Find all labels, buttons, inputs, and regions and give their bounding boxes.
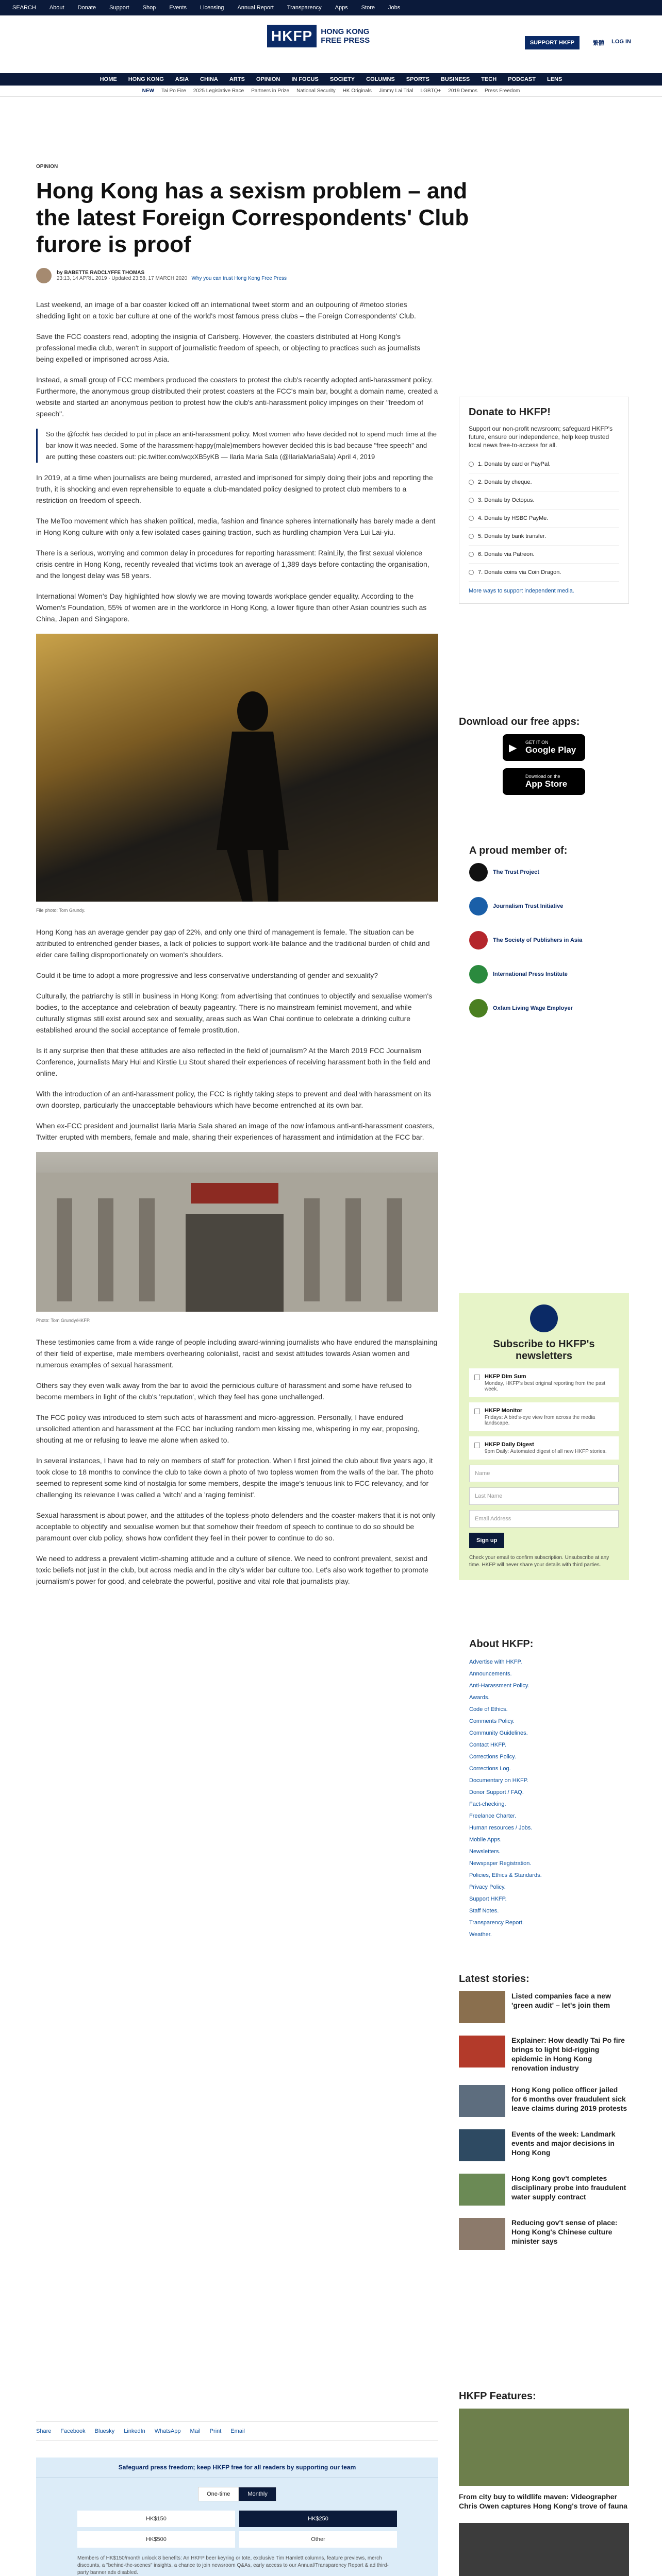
share-whatsapp[interactable]: WhatsApp [154, 2428, 181, 2434]
radio-icon [469, 516, 474, 521]
checkbox-icon[interactable] [474, 1443, 480, 1448]
paragraph: In several instances, I have had to rely on members of staff for protection. When I first joined the club about five years ago, it took close to 18 months to convince the club to take down a photo of two topless women from the walls of the bar. The photo seemed to represent some kind of nostalgia for some members, despite the image's tenuous link to FCC relevancy, and for challenging its relevance I was called a 'witch' and a 'raging feminist'. [36, 1456, 434, 1499]
nav-item[interactable]: TECH [481, 76, 497, 82]
radio-icon [469, 498, 474, 503]
proud-title: A proud member of: [469, 845, 568, 856]
nav-item[interactable]: LENS [547, 76, 562, 82]
about-link[interactable]: Code of Ethics. [469, 1706, 508, 1713]
paragraph: Save the FCC coasters read, adopting the insignia of Carlsberg. However, the coasters distributed at Hong Kong's professional media club, weren't in support of journalistic freedom of speech, or objecting to practices such as journalists being expelled or imprisoned across Asia. [36, 332, 421, 363]
member-logo[interactable] [469, 897, 629, 916]
donate-option-label: 7. Donate coins via Coin Dragon. [478, 569, 561, 575]
paragraph: International Women's Day highlighted how slowly we are moving towards workplace gender equality. According to the Women's Foundation, 55% of women are in the workforce in Hong Kong, a lower figure than other Asian countries such as China, Japan and Singapore. [36, 592, 427, 623]
nav-item[interactable]: COLUMNS [366, 76, 395, 82]
frequency-toggle [36, 2487, 438, 2501]
donate-option-label: 3. Donate by Octopus. [478, 497, 535, 503]
one-time-toggle[interactable]: One-time [198, 2487, 239, 2501]
hot-topic[interactable]: 2019 Demos [448, 88, 477, 94]
newsletter-name: HKFP Dim Sum [485, 1374, 526, 1380]
silhouette-image [36, 634, 438, 902]
app-store-name: App Store [525, 779, 568, 789]
story-thumbnail[interactable] [459, 2129, 505, 2161]
about-link[interactable]: Community Guidelines. [469, 1730, 528, 1736]
donate-option[interactable] [469, 528, 619, 546]
paragraph: Is it any surprise then that these attitudes are also reflected in the field of journalism? At the March 2019 FCC Journalism Conference, journalists Mary Hui and Kirstie Lu Stout shared their experiences of receiving harassment both in the field and online. [36, 1046, 431, 1077]
play-icon: ▶ [509, 742, 517, 754]
about-link[interactable]: Documentary on HKFP. [469, 1777, 528, 1784]
about-link[interactable]: Advertise with HKFP. [469, 1659, 522, 1665]
publish-date: 23:13, 14 APRIL 2019 · Updated 23:58, 17 MARCH 2020 [57, 276, 188, 281]
member-logo[interactable] [469, 863, 629, 882]
about-link[interactable]: Transparency Report. [469, 1920, 524, 1926]
nav-item[interactable]: OPINION [256, 76, 280, 82]
google-play-button[interactable] [503, 734, 585, 761]
radio-icon [469, 480, 474, 485]
paragraph: When ex-FCC president and journalist Ilaria Maria Sala shared an image of the now infamous anti-anti-harassment coasters, Twitter erupted with members, female and male, sharing their experiences of harassment and intimidation at the FCC bar. [36, 1122, 434, 1141]
paragraph: We need to address a prevalent victim-shaming attitude and a culture of silence. We need to confront prevalent, sexist and toxic beliefs not just in the club, but across media and in the city's wider bar culture too. Let's also work together to promote journalism's power for good, and celebrate the powerful, positive and vital role that journalists play. [36, 1554, 428, 1585]
trust-link[interactable]: Why you can trust Hong Kong Free Press [191, 276, 287, 281]
topbar-link[interactable]: Jobs [388, 5, 401, 11]
donate-option[interactable] [469, 510, 619, 528]
story-item[interactable] [459, 1991, 629, 2023]
donate-option-label: 6. Donate via Patreon. [478, 551, 535, 557]
paragraph: Last weekend, an image of a bar coaster kicked off an international tweet storm and an outpouring of #metoo stories shedding light on a toxic bar culture at one of the world's most famous press clubs – the Foreign Correspondents' Club. [36, 300, 416, 320]
member-logo[interactable] [469, 931, 629, 950]
newsletter-desc: Fridays: A bird's-eye view from across the media landscape. [485, 1415, 595, 1426]
jti-icon [469, 897, 488, 916]
share-bar [36, 2421, 438, 2441]
donate-option[interactable] [469, 455, 619, 473]
topbar-link[interactable]: Apps [335, 5, 348, 11]
last-name-field[interactable]: Last Name [469, 1487, 619, 1505]
about-link[interactable]: Fact-checking. [469, 1801, 506, 1807]
about-panel [459, 1638, 629, 1941]
donate-option-label: 1. Donate by card or PayPal. [478, 461, 551, 467]
hot-label: NEW [142, 88, 154, 94]
member-panel [459, 845, 629, 1033]
search-link[interactable]: SEARCH [12, 5, 36, 11]
paragraph: These testimonies came from a wide range of people including award-winning journalists who have endured the mansplaining of their field of expertise, male members overhearing colonialist, racist and sexist attitudes towards Asian women and numerous examples of sexual harassment. [36, 1338, 438, 1369]
topbar-link[interactable]: Events [169, 5, 187, 11]
share-mail[interactable]: Mail [190, 2428, 201, 2434]
article-title: Hong Kong has a sexism problem – and the latest Foreign Correspondents' Club furore is proof [36, 178, 469, 257]
radio-icon [469, 534, 474, 539]
newsletter-desc: 9pm Daily: Automated digest of all new HKFP stories. [485, 1449, 607, 1454]
monthly-toggle[interactable]: Monthly [239, 2487, 276, 2501]
byline-text [57, 270, 287, 281]
paragraph: Sexual harassment is about power, and the attitudes of the topless-photo defenders and the coaster-makers that it is not only acceptable to objectify and sexualise women but that somehow their freedom of speech to continue to do so should be paramount over club policy, shows how confident they feel in their power to continue to do so. [36, 1511, 436, 1542]
section-tag[interactable]: OPINION [36, 164, 58, 170]
logo-mark: HKFP [267, 25, 317, 47]
story-title[interactable]: Listed companies face a new 'green audit' – let's join them [511, 1992, 611, 2009]
app-store-button[interactable] [503, 768, 585, 795]
donate-title: Donate to HKFP! [469, 406, 551, 418]
story-title[interactable]: From city buy to wildlife maven: Videographer Chris Owen captures Hong Kong's trove of fauna [459, 2493, 627, 2510]
newsletter-name: HKFP Daily Digest [485, 1442, 534, 1448]
nav-item[interactable]: CHINA [200, 76, 218, 82]
topbar-link[interactable]: Store [361, 5, 375, 11]
about-link[interactable]: Newsletters. [469, 1849, 501, 1855]
paragraph: Could it be time to adopt a more progressive and less conservative understanding of gender and sexuality? [36, 971, 378, 979]
signup-button[interactable]: Sign up [469, 1533, 504, 1548]
about-title: About HKFP: [469, 1638, 534, 1650]
about-link[interactable]: Support HKFP. [469, 1896, 507, 1902]
donate-option[interactable] [469, 473, 619, 492]
story-thumbnail[interactable] [459, 2085, 505, 2117]
latest-title: Latest stories: [459, 1973, 529, 1985]
nav-item[interactable]: SOCIETY [329, 76, 355, 82]
about-link[interactable]: Staff Notes. [469, 1908, 499, 1914]
article-photo-2 [36, 1152, 438, 1312]
hot-topic[interactable]: Press Freedom [484, 88, 520, 94]
donate-text[interactable]: Support our non-profit newsroom; safeguard HKFP's future, ensure our independence, help keep trusted local news free-to-access for all. [469, 425, 613, 449]
topbar-link[interactable]: Donate [77, 5, 96, 11]
newsletter-title: Subscribe to HKFP's newsletters [493, 1338, 595, 1362]
share-facebook[interactable]: Facebook [60, 2428, 86, 2434]
membership-note: Members of HK$150/month unlock 8 benefits: An HKFP beer keyring or tote, exclusive Tim Hamlett columns, feature previews, merch discounts, a "behind-the-scenes" insights, a chance to join newsroom Q&As, early access to our Annual/Transparency Report & ad third-party banner ads disabled. [77, 2555, 389, 2575]
about-link[interactable]: Contact HKFP. [469, 1742, 506, 1748]
newsletter-desc: Monday, HKFP's best original reporting from the past week. [485, 1381, 606, 1392]
topbar-link[interactable]: Transparency [287, 5, 322, 11]
latest-panel [459, 1973, 629, 2262]
newsletter-panel [459, 1293, 629, 1580]
about-link[interactable]: Awards. [469, 1694, 490, 1701]
story-item[interactable] [459, 2129, 629, 2161]
site-logo[interactable] [267, 25, 370, 47]
story-title[interactable]: Reducing gov't sense of place: Hong Kong's Chinese culture minister says [511, 2218, 618, 2245]
donate-option-label: 2. Donate by cheque. [478, 479, 532, 485]
amount-option-selected[interactable]: HK$250 [239, 2511, 397, 2527]
about-link[interactable]: Human resources / Jobs. [469, 1825, 533, 1831]
hot-topic[interactable]: Partners in Prize [251, 88, 290, 94]
topbar-link[interactable]: Licensing [200, 5, 224, 11]
about-link[interactable]: Privacy Policy. [469, 1884, 506, 1890]
byline [36, 268, 287, 283]
paragraph: The FCC policy was introduced to stem such acts of harassment and micro-aggression. Personally, I have endured unsolicited attention and harassment at the FCC bar including random men kissing me, whispering in my ear, proposing, shouting at me or refusing to leave me alone when asked to. [36, 1413, 420, 1444]
building-image [36, 1152, 438, 1312]
hot-topics-bar [0, 86, 662, 97]
topbar-link[interactable]: Annual Report [237, 5, 274, 11]
about-link[interactable]: Mobile Apps. [469, 1837, 502, 1843]
app-store-top: Download on the [525, 774, 560, 779]
donate-option-label: 4. Donate by HSBC PayMe. [478, 515, 549, 521]
member-logo[interactable] [469, 999, 629, 1018]
hkfp-badge-icon [530, 1304, 558, 1332]
paragraph: The MeToo movement which has shaken political, media, fashion and finance spheres internationally has barely made a dent in Hong Kong culture with only a few isolated cases gaining traction, such as hurdling champion Vera Lui Lai-yiu. [36, 517, 436, 536]
paragraph: Instead, a small group of FCC members produced the coasters to protest the club's recently adopted anti-harassment policy. Furthermore, the anonymous group distributed their protest coasters at the FCC's main bar, bought a domain name, created a website and started an anonymous petition to protest how the club's anti-harassment policy impinges on their "freedom of speech". [36, 376, 438, 418]
trust-project-icon [469, 863, 488, 882]
member-name: Journalism Trust Initiative [493, 903, 564, 909]
hot-topic[interactable]: 2025 Legislative Race [193, 88, 244, 94]
donate-option-label: 5. Donate by bank transfer. [478, 533, 547, 539]
logo-line-2: FREE PRESS [321, 36, 370, 45]
nav-item[interactable]: HOME [100, 76, 117, 82]
story-item[interactable] [459, 2036, 629, 2073]
email-field[interactable]: Email Address [469, 1510, 619, 1528]
donation-heading: Safeguard press freedom; keep HKFP free for all readers by supporting our team [36, 2458, 438, 2478]
story-title[interactable]: Events of the week: Landmark events and major decisions in Hong Kong [511, 2130, 616, 2157]
paragraph: With the introduction of an anti-harassment policy, the FCC is rightly taking steps to prevent and deal with harassment on its own doorstep, particularly the unacceptable behaviours which have become entrenched at its own bar. [36, 1090, 432, 1109]
embedded-tweet[interactable]: So the @fcchk has decided to put in place an anti-harassment policy. Most women who have decided not to spend much time at the bar know it was needed. Some of the harassment-happy(male)members however decided this is bad because "free speech" and are putting these coasters out: pic.twitter.com/wqxXB5yKB — Ilaria Maria Sala (@IlariaMariaSala) April 4, 2019 [36, 429, 438, 463]
member-logo[interactable] [469, 965, 629, 984]
language-link[interactable]: 繁體 [593, 40, 604, 46]
about-link[interactable]: Donor Support / FAQ. [469, 1789, 524, 1795]
paragraph: Hong Kong has an average gender pay gap of 22%, and only one third of management is female. The situation can be attributed to entrenched gender biases, a lack of policies to support work-life balance and the traditional burden of child and elder care falling disproportionately on women's shoulders. [36, 928, 430, 959]
amount-option[interactable]: Other [239, 2531, 397, 2548]
google-play-top: GET IT ON [525, 740, 549, 745]
latest-list [459, 1991, 629, 2250]
topbar-link[interactable]: Support [109, 5, 129, 11]
hot-topic[interactable]: National Security [296, 88, 336, 94]
topbar-link[interactable]: About [49, 5, 64, 11]
photo-caption: File photo: Tom Grundy. [36, 908, 86, 913]
story-item[interactable] [459, 2085, 629, 2117]
sopa-icon [469, 931, 488, 950]
share-print[interactable]: Print [209, 2428, 222, 2434]
paragraph: Others say they even walk away from the bar to avoid the pernicious culture of harassment and some have refused to become members in light of the club's 'reputation', which they feel has gone unchallenged. [36, 1381, 412, 1401]
donate-option[interactable] [469, 564, 619, 582]
about-link[interactable]: Weather. [469, 1931, 492, 1938]
story-thumbnail[interactable] [459, 2409, 629, 2486]
about-link[interactable]: Corrections Policy. [469, 1754, 516, 1760]
topbar-link[interactable]: Shop [142, 5, 156, 11]
photo-caption: Photo: Tom Grundy/HKFP. [36, 1318, 91, 1323]
nav-item[interactable]: PODCAST [508, 76, 536, 82]
share-bluesky[interactable]: Bluesky [94, 2428, 115, 2434]
amount-option[interactable]: HK$150 [77, 2511, 235, 2527]
logo-line-1: HONG KONG [321, 27, 370, 36]
share-linkedin[interactable]: LinkedIn [124, 2428, 145, 2434]
features-panel [459, 2391, 629, 2576]
newsletter-option[interactable] [469, 1368, 619, 1397]
login-link[interactable]: LOG IN [611, 39, 631, 45]
story-title[interactable]: Explainer: How deadly Tai Po fire brings to light bid-rigging epidemic in Hong Kong renovation industry [511, 2036, 625, 2072]
paragraph: In 2019, at a time when journalists are being murdered, arrested and imprisoned for simply doing their jobs and reporting the truth, it is shocking and even reprehensible to equate a club-mandated policy designed to protect club members to a restriction on freedom of speech. [36, 473, 433, 504]
hot-topic[interactable]: Tai Po Fire [161, 88, 186, 94]
nav-item[interactable]: SPORTS [406, 76, 429, 82]
nav-item[interactable]: BUSINESS [440, 76, 470, 82]
checkbox-icon[interactable] [474, 1409, 480, 1414]
about-link[interactable]: Comments Policy. [469, 1718, 515, 1724]
radio-icon [469, 462, 474, 467]
apps-title: Download our free apps: [459, 716, 580, 727]
donate-option[interactable] [469, 492, 619, 510]
story-item[interactable] [459, 2174, 629, 2206]
logo-text [321, 27, 370, 45]
more-ways-link[interactable]: More ways to support independent media. [469, 588, 574, 594]
article-photo-1 [36, 634, 438, 902]
donation-box [36, 2458, 438, 2576]
story-thumbnail[interactable] [459, 1991, 505, 2023]
share-label: Share [36, 2428, 52, 2434]
about-list [469, 1656, 629, 1941]
top-bar [0, 0, 662, 15]
story-thumbnail[interactable] [459, 2036, 505, 2067]
about-link[interactable]: Announcements. [469, 1671, 512, 1677]
main-nav [0, 73, 662, 86]
checkbox-icon[interactable] [474, 1375, 480, 1380]
story-item[interactable] [459, 2409, 629, 2511]
about-link[interactable]: Anti-Harassment Policy. [469, 1683, 529, 1689]
nav-item[interactable]: ARTS [229, 76, 245, 82]
member-name: International Press Institute [493, 971, 568, 977]
about-link[interactable]: Policies, Ethics & Standards. [469, 1872, 542, 1878]
about-link[interactable]: Newspaper Registration. [469, 1860, 532, 1867]
donate-option[interactable] [469, 546, 619, 564]
donate-panel [459, 397, 629, 604]
newsletter-note: Check your email to confirm subscription. Unsubscribe at any time. HKFP will never share your details with third parties. [469, 1555, 609, 1568]
story-title[interactable]: Hong Kong gov't completes disciplinary probe into fraudulent water supply contract [511, 2174, 626, 2201]
member-name: Oxfam Living Wage Employer [493, 1005, 573, 1011]
paragraph: There is a serious, worrying and common delay in procedures for reporting harassment: RainLily, the first sexual violence crisis centre in Hong Kong, recently revealed that victims took an average of 1,389 days before contacting the organisation, and the longest delay was 58 years. [36, 549, 429, 580]
share-email[interactable]: Email [230, 2428, 245, 2434]
hot-topic[interactable]: HK Originals [342, 88, 372, 94]
story-item[interactable] [459, 2523, 629, 2576]
support-button[interactable]: SUPPORT HKFP [525, 36, 580, 49]
radio-icon [469, 552, 474, 557]
newsletter-option[interactable] [469, 1402, 619, 1431]
share-bar-wrap [36, 2421, 438, 2441]
story-thumbnail[interactable] [459, 2218, 505, 2250]
nav-item[interactable]: IN FOCUS [291, 76, 319, 82]
amount-option[interactable]: HK$500 [77, 2531, 235, 2548]
about-link[interactable]: Corrections Log. [469, 1766, 511, 1772]
first-name-field[interactable]: Name [469, 1465, 619, 1482]
article-body [36, 299, 438, 1596]
radio-icon [469, 570, 474, 575]
nav-item[interactable]: HONG KONG [128, 76, 164, 82]
oxfam-icon [469, 999, 488, 1018]
member-name: The Society of Publishers in Asia [493, 937, 583, 943]
member-name: The Trust Project [493, 869, 539, 875]
newsletter-option[interactable] [469, 1436, 619, 1460]
features-list [459, 2409, 629, 2576]
apps-panel [459, 716, 629, 795]
site-header [0, 15, 662, 73]
author-avatar [36, 268, 52, 283]
google-play-name: Google Play [525, 745, 576, 755]
about-link[interactable]: Freelance Charter. [469, 1813, 517, 1819]
hot-topic[interactable]: Jimmy Lai Trial [378, 88, 413, 94]
amount-options [77, 2511, 397, 2548]
ipi-icon [469, 965, 488, 984]
hot-topic[interactable]: LGBTQ+ [420, 88, 441, 94]
story-thumbnail[interactable] [459, 2174, 505, 2206]
paragraph: Culturally, the patriarchy is still in business in Hong Kong: from advertising that continues to objectify and sexualise women's bodies, to the acceptance and celebration of beauty pageantry. There is no mainstream feminist movement, and while culturally stigmas still exist around sex and sexuality, areas such as Wan Chai continue to celebrate a drinking culture established around the social acceptance of female prostitution. [36, 992, 433, 1034]
newsletter-name: HKFP Monitor [485, 1408, 523, 1414]
story-thumbnail[interactable] [459, 2523, 629, 2576]
story-title[interactable]: Hong Kong police officer jailed for 6 months over fraudulent sick leave claims during 2019 protests [511, 2086, 627, 2112]
author-name[interactable]: by BABETTE RADCLYFFE THOMAS [57, 270, 145, 276]
features-title: HKFP Features: [459, 2391, 536, 2402]
nav-item[interactable]: ASIA [175, 76, 189, 82]
story-item[interactable] [459, 2218, 629, 2250]
